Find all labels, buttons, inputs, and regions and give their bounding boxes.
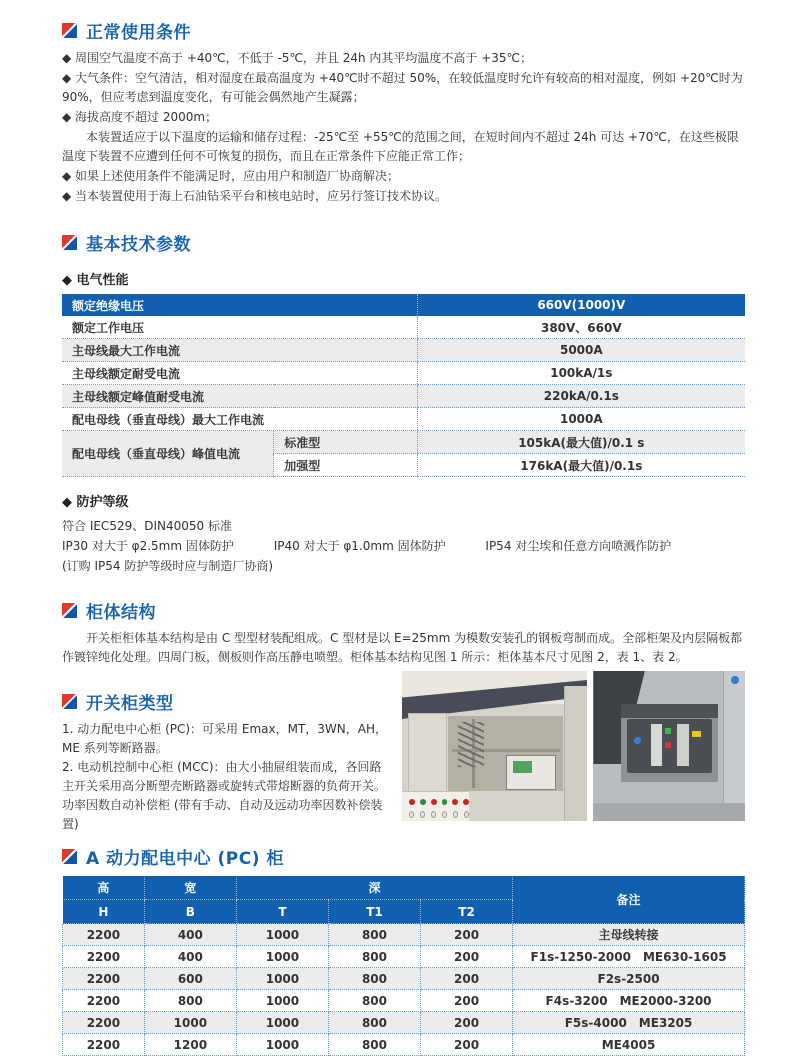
cell: 1000 (144, 1012, 236, 1034)
cabinet-side-panel (564, 686, 587, 821)
cell: 800 (328, 1012, 420, 1034)
ip-ratings-line (62, 536, 745, 556)
spec-value: 380V、660V (417, 316, 745, 339)
bullet-line: ◆ 海拔高度不超过 2000m； (62, 110, 218, 124)
spec-value: 105kA(最大值)/0.1 s (417, 431, 745, 454)
spec-value: 1000A (417, 408, 745, 431)
cell: 1000 (236, 1034, 328, 1056)
bullet-line: ◆ 如果上述使用条件不能满足时，应由用户和制造厂协商解决； (62, 169, 400, 183)
spec-label: 额定绝缘电压 (62, 294, 417, 316)
spec-value: 660V(1000)V (417, 294, 745, 316)
section-title: 开关柜类型 (86, 694, 174, 714)
cell: 800 (328, 924, 420, 946)
cell: 800 (144, 990, 236, 1012)
breaker-green-indicator (665, 728, 671, 734)
cell: 2200 (63, 1012, 145, 1034)
spec-value: 5000A (417, 339, 745, 362)
ip30-item: IP30 对大于 φ2.5mm 固体防护 (62, 539, 234, 553)
breaker-label (513, 761, 532, 773)
corner-blue-mark (731, 676, 739, 684)
cell: 200 (421, 946, 513, 968)
cabinet-types-column (62, 671, 392, 834)
cell: 400 (144, 946, 236, 968)
table-row (62, 339, 745, 362)
cell: 200 (421, 1034, 513, 1056)
section-marker-icon (62, 23, 77, 38)
table-row (63, 1034, 745, 1056)
ip40-item: IP40 对大于 φ1.0mm 固体防护 (273, 539, 446, 553)
indicator-lights (409, 799, 468, 806)
cabinet-photo-right (593, 671, 745, 821)
ip54-item: IP54 对尘埃和任意方向喷溅作防护 (485, 539, 672, 553)
col-header-T2: T2 (421, 900, 513, 924)
control-buttons (409, 811, 468, 817)
section-tech-params-heading (62, 230, 745, 255)
protection-note: (订购 IP54 防护等级时应与制造厂协商) (62, 559, 274, 573)
spec-variant-type: 标准型 (274, 431, 417, 454)
col-header-T: T (236, 900, 328, 924)
cell: 1000 (236, 968, 328, 990)
table-row (62, 431, 745, 454)
pc-cabinet-dimensions-table (62, 875, 745, 1056)
section-normal-use-heading (62, 18, 745, 43)
electrical-performance-subheading: ◆ 电气性能 (62, 273, 129, 288)
cabinet-type-line: 2. 电动机控制中心柜 (MCC)：由大小抽屉组装而成，各回路主开关采用高分断塑壳断路器或旋转式带熔断器的负荷开关。功率因数自动补偿柜 (带有手动、自动及远动功率因数补偿装置) (62, 760, 387, 831)
section-marker-icon (62, 235, 77, 250)
equipment-photo (402, 671, 745, 821)
cell: 800 (328, 990, 420, 1012)
cell: 200 (421, 924, 513, 946)
table-row (63, 946, 745, 968)
cell: 1200 (144, 1034, 236, 1056)
col-header-remark: 备注 (513, 876, 745, 924)
cabinet-type-line: 1. 动力配电中心柜 (PC)：可采用 Emax，MT，3WN，AH，ME 系列等断路器。 (62, 722, 387, 755)
cell: 800 (328, 968, 420, 990)
compartment-top-bar (621, 704, 718, 718)
cell: 200 (421, 990, 513, 1012)
table-row (63, 968, 745, 990)
table-row (63, 990, 745, 1012)
breaker-label-strip (651, 724, 662, 766)
spec-value: 220kA/0.1s (417, 385, 745, 408)
cell: 1000 (236, 924, 328, 946)
breaker-red-indicator (665, 742, 671, 748)
col-header-T1: T1 (328, 900, 420, 924)
section-marker-icon (62, 603, 77, 618)
cabinet-base (593, 803, 745, 821)
spec-label: 配电母线（垂直母线）最大工作电流 (62, 408, 417, 431)
spec-label: 额定工作电压 (62, 316, 417, 339)
table-row (62, 316, 745, 339)
wiring-bundle (458, 722, 484, 767)
remark-cell: ME4005 (513, 1034, 745, 1056)
table-row (63, 924, 745, 946)
remark-cell: F4s-3200 ME2000-3200 (513, 990, 745, 1012)
breaker-label-strip (677, 724, 689, 766)
col-header-width: 宽 (144, 876, 236, 900)
section-marker-icon (62, 694, 77, 709)
cell: 1000 (236, 990, 328, 1012)
cell: 2200 (63, 924, 145, 946)
table-row (62, 362, 745, 385)
table-row (62, 294, 745, 316)
col-header-B: B (144, 900, 236, 924)
section-pc-cabinet-heading (62, 844, 745, 869)
cell: 400 (144, 924, 236, 946)
breaker-yellow-sticker (692, 731, 701, 737)
table-row (63, 1012, 745, 1034)
section-title: 柜体结构 (86, 603, 156, 623)
section-title: 正常使用条件 (86, 23, 191, 43)
cell: 2200 (63, 990, 145, 1012)
remark-cell: F1s-1250-2000 ME630-1605 (513, 946, 745, 968)
types-and-photo-row (62, 671, 745, 834)
normal-use-bullets (62, 49, 745, 206)
cell: 2200 (63, 1034, 145, 1056)
col-header-depth: 深 (236, 876, 512, 900)
cabinet-photo-left (402, 671, 587, 821)
section-cabinet-structure-heading (62, 598, 745, 623)
table-row (62, 385, 745, 408)
section-cabinet-types-heading (62, 689, 392, 714)
protection-standard-line: 符合 IEC529、DIN40050 标准 (62, 519, 232, 533)
col-header-height: 高 (63, 876, 145, 900)
cell: 200 (421, 1012, 513, 1034)
spec-label: 主母线最大工作电流 (62, 339, 417, 362)
cabinet-door-panel (723, 671, 745, 821)
cell: 2200 (63, 946, 145, 968)
spec-value: 176kA(最大值)/0.1s (417, 454, 745, 477)
bullet-line: 本装置适应于以下温度的运输和储存过程：-25℃至 +55℃的范围之间，在短时间内不超过 24h 可达 +70℃，在这些极限温度下装置不应遭到任何不可恢复的损伤，而且在正常条件下应能正常工作； (62, 130, 739, 163)
spec-label: 主母线额定耐受电流 (62, 362, 417, 385)
electrical-spec-table (62, 294, 745, 477)
cell: 800 (328, 946, 420, 968)
spec-value: 100kA/1s (417, 362, 745, 385)
cell: 600 (144, 968, 236, 990)
section-title: 基本技术参数 (86, 235, 191, 255)
remark-cell: F5s-4000 ME3205 (513, 1012, 745, 1034)
table-header-row (63, 876, 745, 900)
cell: 1000 (236, 946, 328, 968)
bullet-line: ◆ 大气条件：空气清洁，相对湿度在最高温度为 +40℃时不超过 50%，在较低温度时允许有较高的相对湿度，例如 +20℃时为 90%，但应考虑到温度变化，有可能会偶然地产生凝露； (62, 71, 743, 104)
protection-grade-subheading: ◆ 防护等级 (62, 495, 129, 510)
section-marker-icon (62, 849, 77, 864)
cell: 200 (421, 968, 513, 990)
remark-cell: 主母线转接 (513, 924, 745, 946)
spec-label: 主母线额定峰值耐受电流 (62, 385, 417, 408)
bullet-line: ◆ 周围空气温度不高于 +40℃，不低于 -5℃，并且 24h 内其平均温度不高于 +35℃； (62, 51, 533, 65)
col-header-H: H (63, 900, 145, 924)
cell: 800 (328, 1034, 420, 1056)
spec-label: 配电母线（垂直母线）峰值电流 (62, 431, 274, 477)
cell: 2200 (63, 968, 145, 990)
table-row (62, 408, 745, 431)
cell: 1000 (236, 1012, 328, 1034)
cabinet-structure-paragraph: 开关柜柜体基本结构是由 C 型型材装配组成。C 型材是以 E=25mm 为模数安装孔的钢板弯制而成。全部柜架及内层隔板都作镀锌纯化处理。四周门板，侧板则作高压静电喷塑。柜体基本结构见图 1 所示：柜体基本尺寸见图 2，表 1、表 2。 (62, 631, 743, 664)
section-title: A 动力配电中心 (PC) 柜 (86, 849, 284, 869)
spec-variant-type: 加强型 (274, 454, 417, 477)
remark-cell: F2s-2500 (513, 968, 745, 990)
bullet-line: ◆ 当本装置使用于海上石油钻采平台和核电站时，应另行签订技术协议。 (62, 189, 448, 203)
cabinet-door-panel (408, 713, 447, 793)
